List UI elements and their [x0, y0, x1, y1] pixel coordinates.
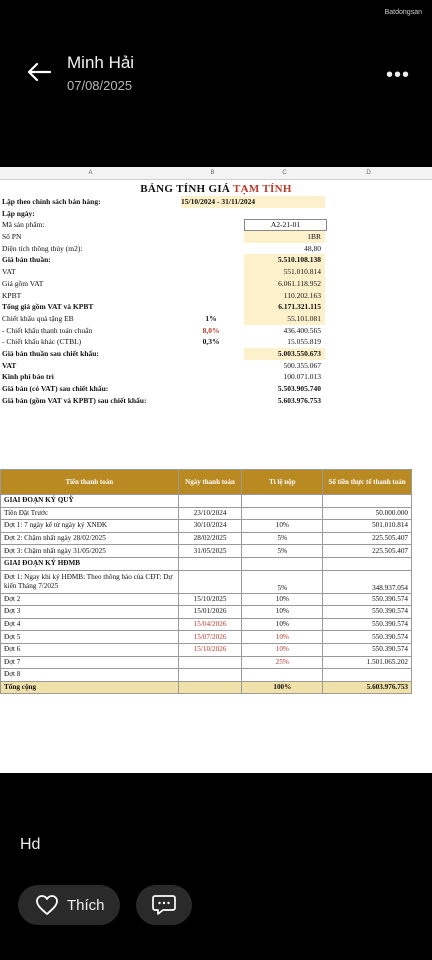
- table-row: Đợt 2: Chậm nhất ngày 28/02/2025 28/02/2025 5% 225.505.407: [1, 532, 412, 545]
- table-total-row: Tổng cộng 100% 5.603.976.753: [1, 681, 412, 694]
- table-header-row: [1, 470, 412, 495]
- summary-row: Lập ngày:: [2, 208, 35, 218]
- table-row: Đợt 1: Ngay khi ký HĐMB: Theo thông báo của CĐT: Dự kiến Tháng 7/2025 5% 348.937.054: [1, 570, 412, 593]
- summary-row: VAT 551.010.814: [0, 266, 432, 278]
- summary-row: Giá bán (có VAT) sau chiết khấu: 5.503.905.740: [2, 384, 321, 393]
- summary-row: Giá bán thuần sau chiết khấu: 5.003.550.673: [0, 348, 432, 360]
- table-row: Đợt 5 15/07/2026 10% 550.390.574: [1, 631, 412, 644]
- comment-icon: [151, 893, 177, 917]
- summary-row: Giá bán thuần: 5.510.108.138: [0, 254, 432, 266]
- summary-row: Lập theo chính sách bán hàng: 15/10/2024 - 31/11/2024: [0, 196, 432, 208]
- summary-row: Số PN 1BR: [0, 231, 432, 243]
- summary-row: Tổng giá gồm VAT và KPBT 6.171.321.115: [0, 301, 432, 313]
- heart-icon: [35, 894, 59, 916]
- column-heading: Ngày thanh toán: [178, 470, 242, 495]
- summary-row: Chiết khấu quà tặng EB 1% 55.101.081: [0, 313, 432, 325]
- title-prefix: BẢNG TÍNH GIÁ: [140, 183, 233, 195]
- back-arrow-icon[interactable]: [26, 62, 52, 82]
- column-heading: Tiến thanh toán: [1, 470, 179, 495]
- message-caption: Hd: [20, 836, 41, 853]
- comment-button[interactable]: [136, 885, 192, 925]
- summary-row: Mã sản phẩm: A2-21-01: [0, 219, 432, 231]
- summary-row: Kinh phí bảo trì 100.071.013: [2, 372, 321, 382]
- table-row: Tiền Đặt Trước 23/10/2024 50.000.000: [1, 507, 412, 520]
- table-row: Đợt 8: [1, 669, 412, 682]
- table-row: Đợt 6 15/10/2026 10% 550.390.574: [1, 643, 412, 656]
- summary-row: - Chiết khấu thanh toán chuẩn 8,0% 436.400.565: [2, 325, 321, 335]
- sender-name: Minh Hải: [67, 53, 135, 72]
- like-button[interactable]: [18, 885, 120, 925]
- sheet-title: [0, 180, 432, 196]
- summary-row: VAT 500.355.067: [2, 360, 321, 370]
- summary-row: Giá gồm VAT 6.061.118.952: [0, 278, 432, 290]
- summary-rows: [0, 196, 432, 406]
- column-header: D: [366, 170, 371, 176]
- payment-schedule-table: [0, 469, 412, 694]
- table-row: Đợt 3: Chậm nhất ngày 31/05/2025 31/05/2025 5% 225.505.407: [1, 545, 412, 558]
- summary-row: KPBT 110.202.163: [0, 290, 432, 302]
- more-options-icon[interactable]: •••: [385, 64, 410, 86]
- column-heading: Số tiền thực tế thanh toán: [323, 470, 412, 495]
- table-row: Đợt 2 15/10/2025 10% 550.390.574: [1, 593, 412, 606]
- table-row: GIAI ĐOẠN KÝ QUỸ: [1, 495, 412, 508]
- column-header: A: [88, 170, 93, 176]
- table-row: Đợt 4 15/04/2026 10% 550.390.574: [1, 618, 412, 631]
- post-date: 07/08/2025: [67, 78, 133, 93]
- summary-row: Giá bán (gồm VAT và KPBT) sau chiết khấu: 5.603.976.753: [2, 395, 321, 405]
- table-row: Đợt 3 15/01/2026 10% 550.390.574: [1, 606, 412, 619]
- column-header-row: [0, 167, 432, 180]
- column-header: B: [210, 170, 215, 176]
- table-row: Đợt 1: 7 ngày kể từ ngày ký XNĐK 30/10/2024 10% 501.010.814: [1, 520, 412, 533]
- table-row: GIAI ĐOẠN KÝ HĐMB: [1, 557, 412, 570]
- title-accent: TẠM TÍNH: [233, 183, 292, 195]
- column-heading: Tỉ lệ nộp: [242, 470, 323, 495]
- summary-row: - Chiết khấu khác (CTBL) 0,3% 15.055.819: [2, 337, 321, 347]
- like-label: Thích: [67, 896, 105, 914]
- column-header: C: [282, 170, 287, 176]
- spreadsheet-image: [0, 167, 432, 773]
- watermark: Batdongsan: [384, 9, 422, 16]
- table-row: Đợt 7 25% 1.501.065.202: [1, 656, 412, 669]
- summary-row: Diện tích thông thủy (m2): 48,80: [2, 243, 321, 253]
